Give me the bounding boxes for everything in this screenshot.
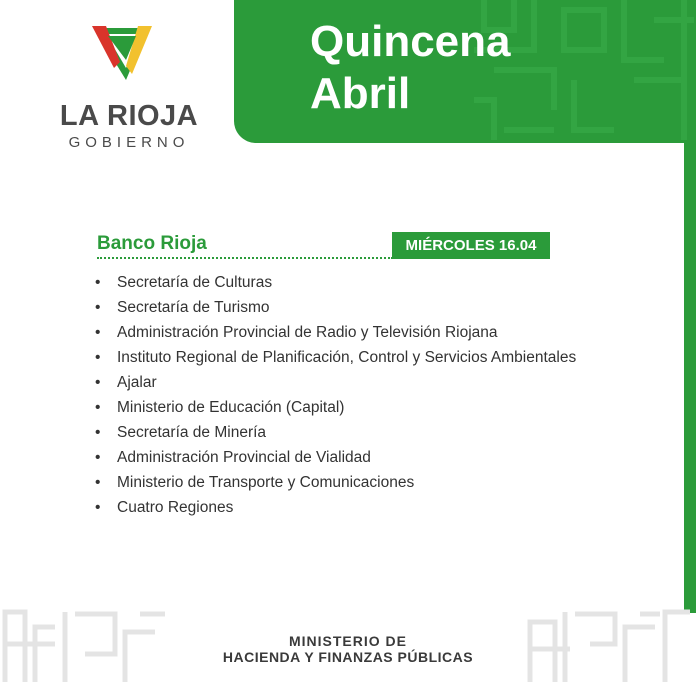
list-item — [95, 395, 576, 420]
list-item — [95, 270, 576, 295]
list-item — [95, 445, 576, 470]
list-item — [95, 470, 576, 495]
bullet-icon: • — [95, 474, 101, 491]
list-item-label: Ministerio de Educación (Capital) — [117, 399, 345, 416]
list-item — [95, 420, 576, 445]
header-banner — [234, 0, 696, 143]
list-item — [95, 370, 576, 395]
bullet-icon: • — [95, 374, 101, 391]
logo — [54, 22, 204, 151]
list-item-label: Secretaría de Turismo — [117, 299, 270, 316]
footer-ministry — [0, 633, 696, 665]
logo-emblem-icon — [92, 22, 154, 86]
organization-list — [95, 270, 576, 520]
side-accent-bar — [684, 143, 696, 613]
ministry-line-2: HACIENDA Y FINANZAS PÚBLICAS — [222, 649, 474, 665]
bullet-icon: • — [95, 349, 101, 366]
bank-name: Banco Rioja — [97, 233, 207, 254]
bullet-icon: • — [95, 424, 101, 441]
list-item-label: Secretaría de Minería — [117, 424, 267, 441]
list-item-label: Ministerio de Transporte y Comunicaciones — [117, 474, 415, 491]
ministry-line-1: MINISTERIO DE — [288, 633, 407, 649]
bullet-icon: • — [95, 449, 101, 466]
list-item-label: Administración Provincial de Vialidad — [117, 449, 371, 466]
list-item-label: Administración Provincial de Radio y Televisión Riojana — [117, 324, 498, 341]
logo-subtitle: GOBIERNO — [68, 134, 190, 151]
title-line-1: Quincena — [310, 17, 511, 66]
list-item — [95, 495, 576, 520]
list-item-label: Secretaría de Culturas — [117, 274, 273, 291]
date-badge: MIÉRCOLES 16.04 — [392, 232, 550, 259]
list-item-label: Ajalar — [117, 374, 157, 391]
header-title — [310, 16, 511, 120]
logo-name: LA RIOJA — [59, 100, 199, 132]
list-item-label: Instituto Regional de Planificación, Control y Servicios Ambientales — [117, 349, 577, 366]
title-line-2: Abril — [310, 69, 411, 118]
list-item — [95, 295, 576, 320]
list-item — [95, 345, 576, 370]
bullet-icon: • — [95, 324, 101, 341]
bullet-icon: • — [95, 274, 101, 291]
bullet-icon: • — [95, 499, 101, 516]
list-item-label: Cuatro Regiones — [117, 499, 234, 516]
bullet-icon: • — [95, 299, 101, 316]
dotted-divider — [97, 257, 393, 259]
bullet-icon: • — [95, 399, 101, 416]
list-item — [95, 320, 576, 345]
